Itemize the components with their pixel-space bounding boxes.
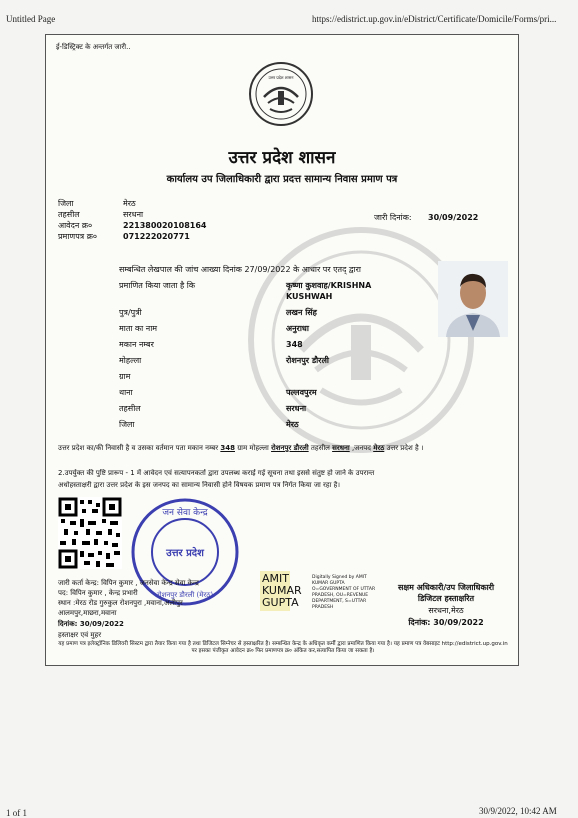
emblem-text: उत्तर प्रदेश शासन: [268, 75, 294, 80]
issued-by-line: ई-डिस्ट्रिक्ट के अन्तर्गत जारी..: [56, 43, 131, 51]
seal-center-text: उत्तर प्रदेश: [166, 548, 204, 559]
qr-code-icon[interactable]: [58, 497, 122, 569]
para1-mohalla: रोशनपुर डौरली: [271, 444, 309, 452]
field-value-mohalla: रोशनपुर डौरली: [286, 356, 329, 365]
field-label-mohalla: मोहल्ला: [119, 356, 142, 365]
digital-signer-name: [262, 573, 302, 609]
residence-paragraph: [58, 443, 510, 454]
issue-date-label: जारी दिनांक:: [374, 213, 412, 222]
field-label-tehsil: तहसील: [119, 404, 141, 413]
print-timestamp: 30/9/2022, 10:42 AM: [479, 806, 557, 816]
para1-text-c: तहसील: [310, 444, 330, 452]
para1-text-e: उत्तर प्रदेश है ।: [386, 444, 424, 452]
field-value-mother: अनुराधा: [286, 324, 309, 333]
browser-url: https://edistrict.up.gov.in/eDistrict/Certificate/Domicile/Forms/pri...: [312, 14, 557, 24]
para1-text-d: ,जनपद: [351, 444, 371, 452]
page-count: 1 of 1: [6, 808, 27, 818]
field-label-house: मकान नम्बर: [119, 340, 154, 349]
para1-text-b: ग्राम मोहल्ला: [237, 444, 269, 452]
issuer-sign-label: हस्ताक्षर एवं मुहर: [58, 631, 102, 639]
para1-house: 348: [220, 444, 235, 452]
field-value-parent: लखन सिंह: [286, 308, 317, 317]
para1-text-a: उत्तर प्रदेश का/की निवासी है व उसका वर्तमान पता मकान नम्बर: [58, 444, 219, 452]
para1-tehsil: सरधना: [332, 444, 350, 452]
issuer-date: दिनांक: 30/09/2022: [58, 620, 124, 628]
field-value-district: मेरठ: [286, 420, 299, 429]
authority-location: सरधना,मेरठ: [428, 606, 464, 615]
issuer-center: जारी कर्ता केन्द्र: विपिन कुमार , जनसेवा केन्द्र सेवा केन्द्र: [58, 579, 199, 587]
tehsil-label: तहसील: [58, 210, 80, 219]
digital-signature-details: Digitally Signed by AMIT KUMAR GUPTA O=GOVERNMENT OF UTTAR PRADESH, OU=REVENUE DEPARTMENT, S=UTTAR PRADESH: [312, 575, 376, 610]
field-value-tehsil: सरधना: [286, 404, 307, 413]
certificate-number-label: प्रमाणपत्र क्र०: [58, 232, 97, 241]
applicant-name-line1: कृष्णा कुशवाह/KRISHNA: [286, 281, 372, 290]
authority-digital-signed: डिजिटल हस्ताक्षरित: [417, 594, 475, 603]
watermark-emblem-icon: [246, 225, 476, 455]
para2-line1: 2.उपर्युक्त की पुष्टि प्रारूप - 1 में आवेदन एवं सत्यापनकर्ता द्वारा उपलब्ध कराई गई सूचना तथा इससे संतुष्ट हो जाने के उपरान्त: [58, 469, 375, 477]
tehsil-value: सरधना: [123, 210, 144, 219]
district-label: जिला: [58, 199, 74, 208]
applicant-name-line2: KUSHWAH: [286, 292, 333, 301]
applicant-photo: [438, 261, 508, 337]
para2-line2: अधोहस्ताक्षरी द्वारा उत्तर प्रदेश के इस जनपद का सामान्य निवासी होने विषयक प्रमाण पत्र निर्गत किया जा रहा है।: [58, 481, 341, 489]
signer-name-line2: KUMAR: [262, 584, 302, 597]
browser-page-title: Untitled Page: [6, 14, 56, 24]
certificate-number: 071222020771: [123, 232, 190, 241]
main-title: उत्तर प्रदेश शासन: [228, 148, 336, 168]
para1-district: मेरठ: [373, 444, 385, 452]
application-number: 221380020108164: [123, 221, 207, 230]
issuer-place-line1: स्थान :मेरठ रोड गुरुकुल रोशनपुरा ,मवाना,अलीपुर: [58, 599, 183, 607]
issuer-post: पद: विपिन कुमार , केन्द्र प्रभारी: [58, 589, 138, 597]
field-label-parent: पुत्र/पुत्री: [119, 308, 142, 317]
certificate-document: [45, 34, 519, 666]
seal-bottom-text: रोशनपुर डौरली (मेरठ): [156, 591, 214, 599]
footer-verification-note: यह प्रमाण पत्र इलेक्ट्रॉनिक डिलिवरी सिस्टम द्वारा तैयार किया गया है तथा डिजिटल सिग्नेचर से हस्ताक्षरित है। सम्बन्धित केन्द्र के अधिकृत कर्मी द्वारा प्रमाणित किया गया है। यह प्रमाण पत्र वेबसाइट http://edistrict.up.gov.in पर इसका पंजीकृत आवेदन क्र० फिर प्रमाणपत्र क्र० अंकित कर,सत्यापित किया जा सकता है।: [58, 641, 508, 654]
person-photo-icon: [438, 261, 508, 337]
jan-seva-kendra-seal-icon: [130, 497, 240, 607]
field-label-village: ग्राम: [119, 372, 131, 381]
field-label-police-station: थाना: [119, 388, 133, 397]
up-emblem-icon: [248, 61, 314, 127]
signer-name-line3: GUPTA: [262, 596, 299, 609]
field-value-house: 348: [286, 340, 303, 349]
seal-top-text: जन सेवा केन्द्र: [162, 508, 208, 518]
field-label-mother: माता का नाम: [119, 324, 158, 333]
issuer-place-line2: आलमपुर,माछरा,मवाना: [58, 609, 117, 617]
application-label: आवेदन क्र०: [58, 221, 93, 230]
signer-name-line1: AMIT: [262, 572, 289, 585]
field-label-district: जिला: [119, 420, 135, 429]
certified-label: प्रमाणित किया जाता है कि: [119, 281, 196, 290]
certificate-subtitle: कार्यालय उप जिलाधिकारी द्वारा प्रदत्त सामान्य निवास प्रमाण पत्र: [166, 174, 398, 185]
authority-title: सक्षम अधिकारी/उप जिलाधिकारी: [397, 583, 495, 592]
issue-date-value: 30/09/2022: [428, 213, 479, 222]
district-value: मेरठ: [123, 199, 136, 208]
authority-date: दिनांक: 30/09/2022: [408, 618, 484, 627]
intro-line: सम्बन्धित लेखपाल की जांच आख्या दिनांक 27/09/2022 के आधार पर एतद् द्वारा: [119, 265, 361, 274]
field-value-police-station: पल्लवपुरम: [286, 388, 317, 397]
